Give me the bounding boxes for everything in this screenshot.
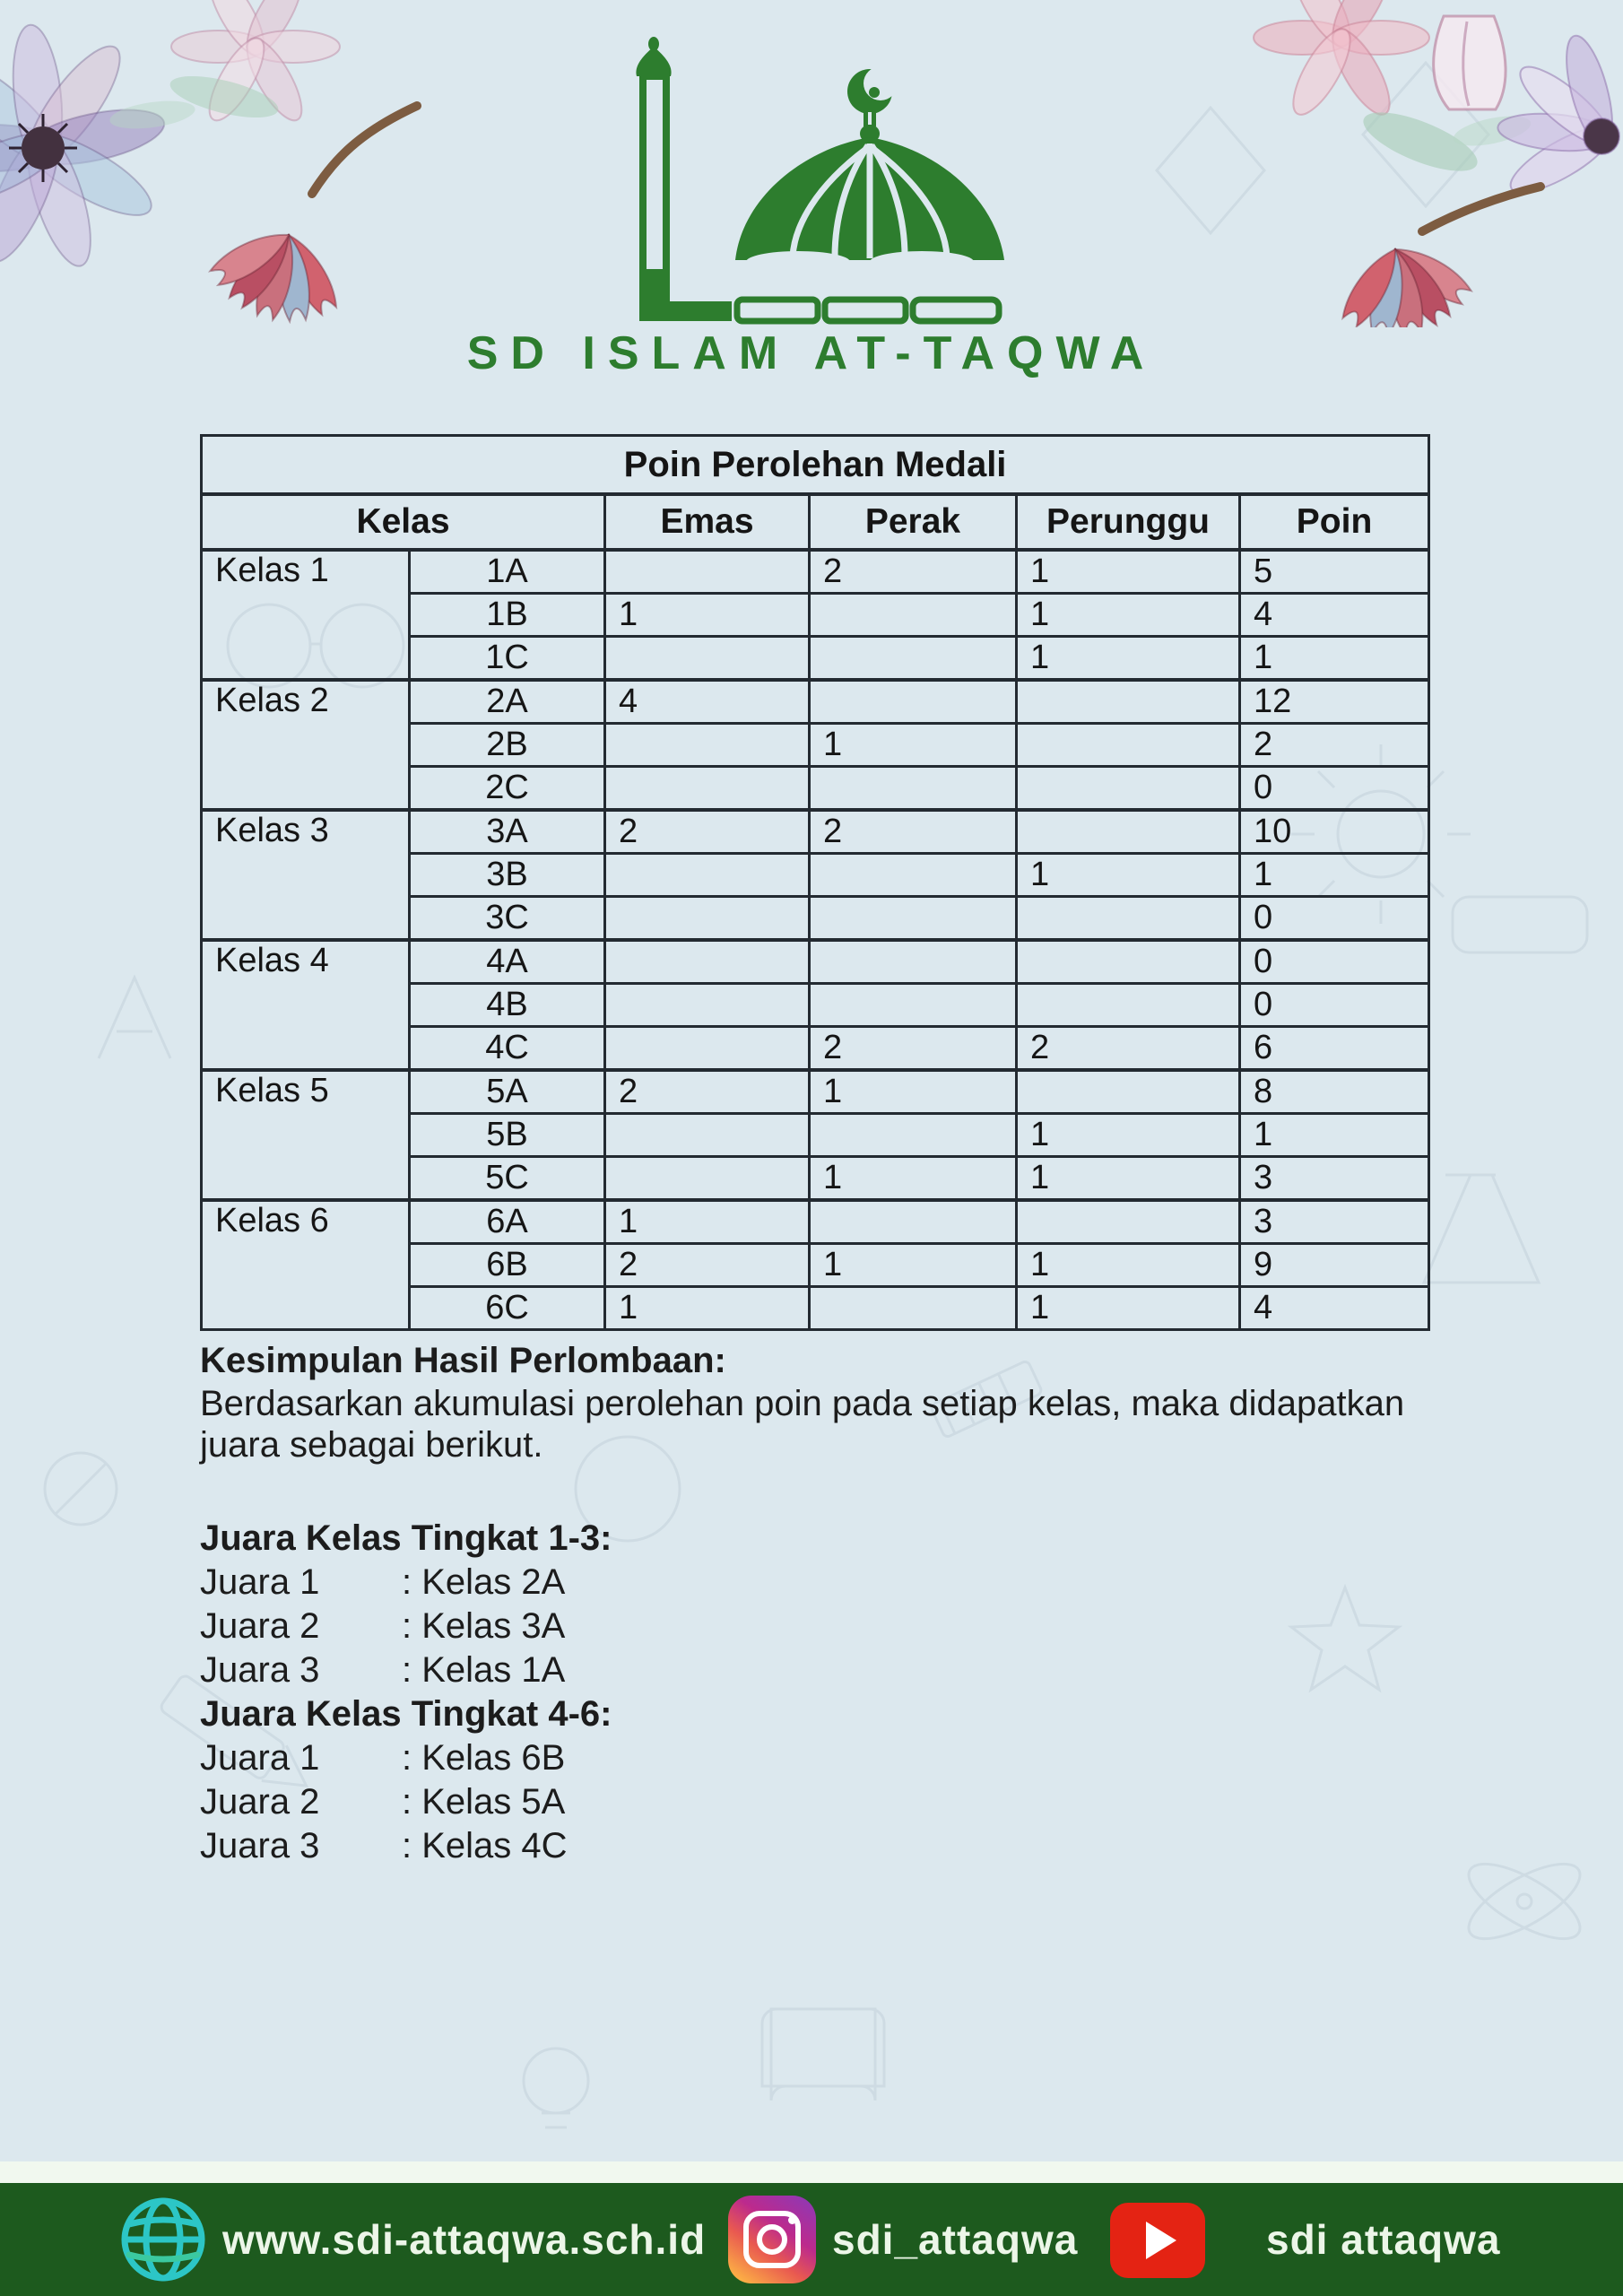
poin-cell: 1 xyxy=(1240,1114,1429,1157)
winner-rank: Juara 2 xyxy=(200,1606,320,1646)
poin-cell: 2 xyxy=(1240,724,1429,767)
class-cell: 5C xyxy=(410,1157,605,1201)
header-perak: Perak xyxy=(810,494,1017,550)
winner-row xyxy=(200,1780,1545,1824)
emas-cell: 2 xyxy=(605,1070,810,1114)
class-cell: 4B xyxy=(410,984,605,1027)
poin-cell: 12 xyxy=(1240,680,1429,724)
perak-cell: 2 xyxy=(810,1027,1017,1071)
poin-cell: 6 xyxy=(1240,1027,1429,1071)
perunggu-cell xyxy=(1017,1070,1240,1114)
perunggu-cell xyxy=(1017,680,1240,724)
perak-cell: 1 xyxy=(810,724,1017,767)
emas-cell xyxy=(605,940,810,984)
winner-class: : Kelas 5A xyxy=(402,1782,566,1822)
class-cell: 3C xyxy=(410,897,605,941)
emas-cell xyxy=(605,984,810,1027)
perak-cell: 1 xyxy=(810,1157,1017,1201)
perak-cell xyxy=(810,637,1017,681)
winner-rank: Juara 2 xyxy=(200,1782,320,1822)
instagram-camera-lens xyxy=(757,2224,787,2255)
class-cell: 5B xyxy=(410,1114,605,1157)
perunggu-cell xyxy=(1017,810,1240,854)
emas-cell xyxy=(605,1027,810,1071)
poin-cell: 0 xyxy=(1240,767,1429,811)
winner-rank: Juara 3 xyxy=(200,1650,320,1690)
winner-class: : Kelas 2A xyxy=(402,1562,566,1602)
perunggu-cell xyxy=(1017,984,1240,1027)
class-cell: 4A xyxy=(410,940,605,984)
winner-row xyxy=(200,1736,1545,1780)
footer-bar xyxy=(0,2183,1623,2296)
winner-row xyxy=(200,1605,1545,1648)
poin-cell: 0 xyxy=(1240,984,1429,1027)
table-title: Poin Perolehan Medali xyxy=(202,436,1429,495)
perak-cell xyxy=(810,1114,1017,1157)
perunggu-cell xyxy=(1017,897,1240,941)
perunggu-cell xyxy=(1017,724,1240,767)
group-label: Kelas 3 xyxy=(202,810,410,940)
perak-cell xyxy=(810,940,1017,984)
perak-cell xyxy=(810,680,1017,724)
perunggu-cell xyxy=(1017,767,1240,811)
group-label: Kelas 1 xyxy=(202,550,410,680)
perak-cell: 1 xyxy=(810,1244,1017,1287)
emas-cell xyxy=(605,897,810,941)
poin-cell: 5 xyxy=(1240,550,1429,594)
perak-cell xyxy=(810,1200,1017,1244)
class-cell: 2C xyxy=(410,767,605,811)
class-cell: 5A xyxy=(410,1070,605,1114)
class-cell: 4C xyxy=(410,1027,605,1071)
poin-cell: 10 xyxy=(1240,810,1429,854)
header-kelas: Kelas xyxy=(202,494,605,550)
emas-cell: 1 xyxy=(605,594,810,637)
emas-cell: 1 xyxy=(605,1287,810,1330)
perak-cell xyxy=(810,1287,1017,1330)
perunggu-cell xyxy=(1017,940,1240,984)
footer-youtube-handle: sdi attaqwa xyxy=(1266,2216,1501,2263)
emas-cell xyxy=(605,724,810,767)
perunggu-cell: 2 xyxy=(1017,1027,1240,1071)
class-cell: 2A xyxy=(410,680,605,724)
perunggu-cell: 1 xyxy=(1017,854,1240,897)
perak-cell: 2 xyxy=(810,810,1017,854)
poin-cell: 4 xyxy=(1240,594,1429,637)
youtube-play-triangle xyxy=(1146,2222,1176,2259)
perak-cell xyxy=(810,984,1017,1027)
watercolor-flowers-left xyxy=(0,0,421,350)
emas-cell xyxy=(605,550,810,594)
winner-class: : Kelas 3A xyxy=(402,1606,566,1646)
poin-cell: 1 xyxy=(1240,637,1429,681)
winners-heading-tingkat-1-3: Juara Kelas Tingkat 1-3: xyxy=(200,1518,612,1558)
instagram-icon xyxy=(728,2196,816,2283)
perunggu-cell: 1 xyxy=(1017,1244,1240,1287)
footer-accent-strip xyxy=(0,2161,1623,2183)
class-cell: 1C xyxy=(410,637,605,681)
winner-class: : Kelas 6B xyxy=(402,1738,566,1778)
perunggu-cell: 1 xyxy=(1017,1114,1240,1157)
class-cell: 2B xyxy=(410,724,605,767)
poin-cell: 8 xyxy=(1240,1070,1429,1114)
emas-cell xyxy=(605,1114,810,1157)
poin-cell: 4 xyxy=(1240,1287,1429,1330)
class-cell: 6A xyxy=(410,1200,605,1244)
perunggu-cell: 1 xyxy=(1017,550,1240,594)
perunggu-cell: 1 xyxy=(1017,1157,1240,1201)
perunggu-cell: 1 xyxy=(1017,594,1240,637)
winner-rank: Juara 1 xyxy=(200,1562,320,1602)
perak-cell: 2 xyxy=(810,550,1017,594)
emas-cell: 2 xyxy=(605,1244,810,1287)
instagram-flash-dot xyxy=(788,2216,796,2224)
group-label: Kelas 2 xyxy=(202,680,410,810)
winner-row xyxy=(200,1561,1545,1605)
group-label: Kelas 4 xyxy=(202,940,410,1070)
watercolor-flowers-right xyxy=(1236,0,1623,327)
conclusion-body-line2: juara sebagai berikut. xyxy=(200,1425,543,1465)
perak-cell xyxy=(810,854,1017,897)
group-label: Kelas 6 xyxy=(202,1200,410,1330)
perunggu-cell xyxy=(1017,1200,1240,1244)
perak-cell xyxy=(810,767,1017,811)
group-label: Kelas 5 xyxy=(202,1070,410,1200)
footer-instagram-handle: sdi_attaqwa xyxy=(832,2216,1079,2263)
winners-heading-tingkat-4-6: Juara Kelas Tingkat 4-6: xyxy=(200,1694,612,1734)
poin-cell: 0 xyxy=(1240,897,1429,941)
poin-cell: 1 xyxy=(1240,854,1429,897)
school-name: SD ISLAM AT-TAQWA xyxy=(466,327,1157,379)
footer-website: www.sdi-attaqwa.sch.id xyxy=(222,2216,707,2263)
header-perunggu: Perunggu xyxy=(1017,494,1240,550)
class-cell: 6B xyxy=(410,1244,605,1287)
emas-cell xyxy=(605,767,810,811)
perunggu-cell: 1 xyxy=(1017,637,1240,681)
class-cell: 1A xyxy=(410,550,605,594)
perak-cell: 1 xyxy=(810,1070,1017,1114)
header-emas: Emas xyxy=(605,494,810,550)
perunggu-cell: 1 xyxy=(1017,1287,1240,1330)
emas-cell: 4 xyxy=(605,680,810,724)
poin-cell: 3 xyxy=(1240,1200,1429,1244)
mosque-logo-icon xyxy=(626,36,1011,336)
conclusion-section xyxy=(200,1338,1545,1868)
perak-cell xyxy=(810,897,1017,941)
conclusion-heading: Kesimpulan Hasil Perlombaan: xyxy=(200,1341,726,1380)
poin-cell: 9 xyxy=(1240,1244,1429,1287)
perak-cell xyxy=(810,594,1017,637)
poin-cell: 3 xyxy=(1240,1157,1429,1201)
conclusion-body-line1: Berdasarkan akumulasi perolehan poin pada setiap kelas, maka didapatkan xyxy=(200,1384,1405,1423)
class-cell: 6C xyxy=(410,1287,605,1330)
emas-cell: 1 xyxy=(605,1200,810,1244)
poin-cell: 0 xyxy=(1240,940,1429,984)
winner-class: : Kelas 4C xyxy=(402,1826,568,1866)
header-poin: Poin xyxy=(1240,494,1429,550)
class-cell: 3A xyxy=(410,810,605,854)
emas-cell xyxy=(605,1157,810,1201)
winner-rank: Juara 1 xyxy=(200,1738,320,1778)
emas-cell xyxy=(605,854,810,897)
winner-rank: Juara 3 xyxy=(200,1826,320,1866)
emas-cell: 2 xyxy=(605,810,810,854)
globe-icon xyxy=(118,2195,208,2284)
winner-row xyxy=(200,1648,1545,1692)
emas-cell xyxy=(605,637,810,681)
medal-points-table xyxy=(200,434,1430,1331)
youtube-icon xyxy=(1110,2203,1205,2278)
winner-row xyxy=(200,1824,1545,1868)
winner-class: : Kelas 1A xyxy=(402,1650,566,1690)
class-cell: 3B xyxy=(410,854,605,897)
class-cell: 1B xyxy=(410,594,605,637)
